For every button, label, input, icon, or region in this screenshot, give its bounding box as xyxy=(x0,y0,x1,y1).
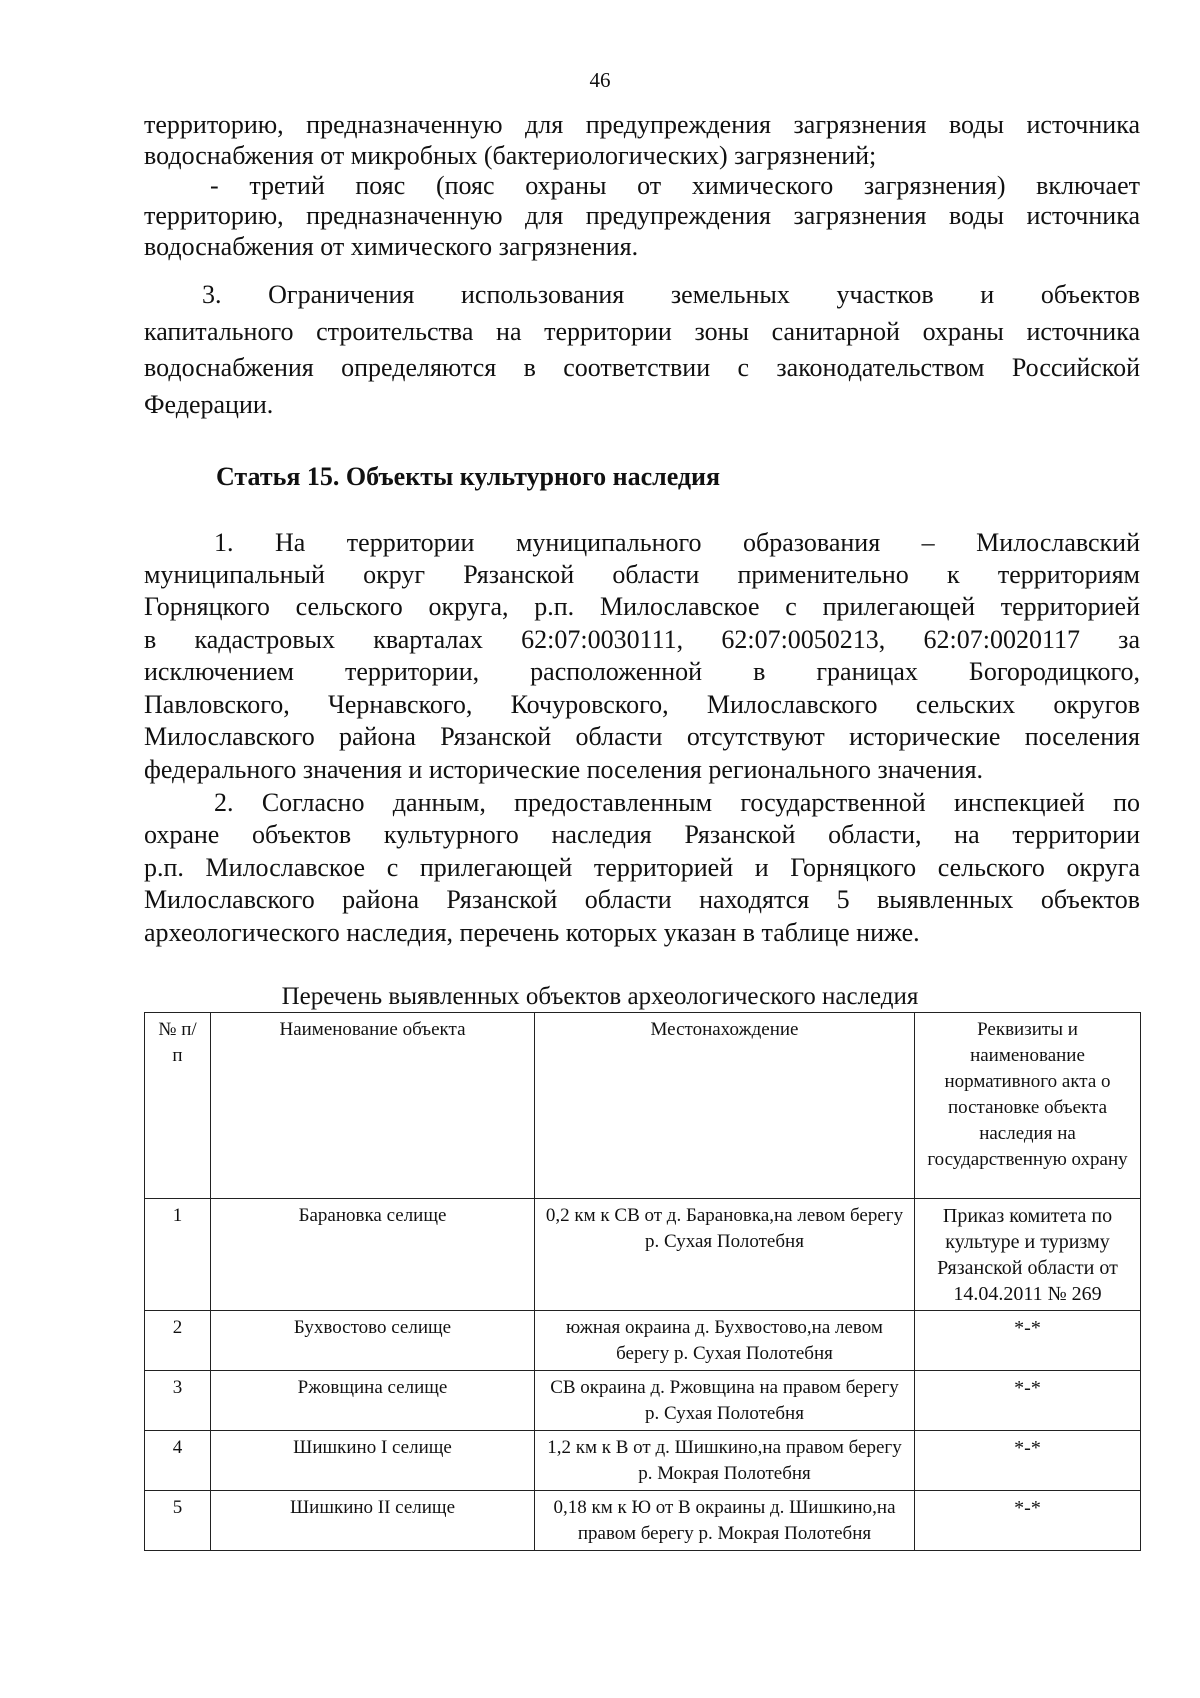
text-line: территорию, предназначенную для предупреждения загрязнения воды источника xyxy=(144,201,1140,230)
text-line: федерального значения и исторические поселения регионального значения. xyxy=(144,755,984,784)
cell-number: 5 xyxy=(145,1491,211,1551)
cell-location: СВ окраина д. Ржовщина на правом берегу р. Сухая Полотебня xyxy=(535,1371,915,1431)
text-line: водоснабжения от химического загрязнения. xyxy=(144,232,639,261)
text-line: водоснабжения от микробных (бактериологических) загрязнений; xyxy=(144,141,877,170)
cell-requisites: *-* xyxy=(915,1311,1141,1371)
heritage-objects-table xyxy=(144,1012,1141,1551)
table-row xyxy=(145,1431,1141,1491)
cell-name: Шишкино I селище xyxy=(211,1431,535,1491)
text-line: 1. На территории муниципального образования – Милославский xyxy=(214,528,1140,557)
table-header-row xyxy=(145,1013,1141,1199)
text-line: охране объектов культурного наследия Рязанской области, на территории xyxy=(144,820,1140,849)
table-caption: Перечень выявленных объектов археологического наследия xyxy=(281,983,919,1010)
cell-requisites: Приказ комитета по культуре и туризму Рязанской области от 14.04.2011 № 269 xyxy=(915,1199,1141,1311)
text-line: капитального строительства на территории зоны санитарной охраны источника xyxy=(144,317,1140,346)
cell-location: 0,18 км к Ю от В окраины д. Шишкино,на правом берегу р. Мокрая Полотебня xyxy=(535,1491,915,1551)
text-line: в кадастровых кварталах 62:07:0030111, 62:07:0050213, 62:07:0020117 за xyxy=(144,625,1140,654)
text-line: Милославского района Рязанской области находятся 5 выявленных объектов xyxy=(144,885,1140,914)
text-line: исключением территории, расположенной в границах Богородицкого, xyxy=(144,657,1140,686)
text-line: археологического наследия, перечень которых указан в таблице ниже. xyxy=(144,918,920,947)
column-header-number: № п/п xyxy=(145,1013,211,1199)
text-line: Федерации. xyxy=(144,390,274,419)
cell-name: Шишкино II селище xyxy=(211,1491,535,1551)
cell-number: 4 xyxy=(145,1431,211,1491)
cell-number: 1 xyxy=(145,1199,211,1311)
text-line: р.п. Милославское с прилегающей территорией и Горняцкого сельского округа xyxy=(144,853,1140,882)
cell-requisites: *-* xyxy=(915,1371,1141,1431)
cell-name: Ржовщина селище xyxy=(211,1371,535,1431)
text-line: - третий пояс (пояс охраны от химического загрязнения) включает xyxy=(210,171,1140,200)
cell-location: 0,2 км к СВ от д. Барановка,на левом берегу р. Сухая Полотебня xyxy=(535,1199,915,1311)
cell-name: Бухвостово селище xyxy=(211,1311,535,1371)
cell-number: 2 xyxy=(145,1311,211,1371)
article-heading: Статья 15. Объекты культурного наследия xyxy=(216,462,721,491)
text-line: Павловского, Чернавского, Кочуровского, Милославского сельских округов xyxy=(144,690,1140,719)
column-header-location: Местонахождение xyxy=(535,1013,915,1199)
cell-location: южная окраина д. Бухвостово,на левом берегу р. Сухая Полотебня xyxy=(535,1311,915,1371)
table-row xyxy=(145,1199,1141,1311)
cell-requisites: *-* xyxy=(915,1431,1141,1491)
text-line: Горняцкого сельского округа, р.п. Милославское с прилегающей территорией xyxy=(144,592,1140,621)
cell-name: Барановка селище xyxy=(211,1199,535,1311)
table-row xyxy=(145,1311,1141,1371)
text-line: Милославского района Рязанской области отсутствуют исторические поселения xyxy=(144,722,1140,751)
text-line: водоснабжения определяются в соответствии с законодательством Российской xyxy=(144,353,1140,382)
page-number: 46 xyxy=(589,68,611,92)
table-row xyxy=(145,1491,1141,1551)
text-line: муниципальный округ Рязанской области применительно к территориям xyxy=(144,560,1140,589)
text-line: 2. Согласно данным, предоставленным государственной инспекцией по xyxy=(214,788,1140,817)
column-header-name: Наименование объекта xyxy=(211,1013,535,1199)
text-line: территорию, предназначенную для предупреждения загрязнения воды источника xyxy=(144,110,1140,139)
cell-location: 1,2 км к В от д. Шишкино,на правом берегу р. Мокрая Полотебня xyxy=(535,1431,915,1491)
column-header-requisites: Реквизиты и наименование нормативного акта о постановке объекта наследия на государственную охрану xyxy=(915,1013,1141,1199)
cell-requisites: *-* xyxy=(915,1491,1141,1551)
table-row xyxy=(145,1371,1141,1431)
cell-number: 3 xyxy=(145,1371,211,1431)
text-line: 3. Ограничения использования земельных участков и объектов xyxy=(202,280,1140,309)
